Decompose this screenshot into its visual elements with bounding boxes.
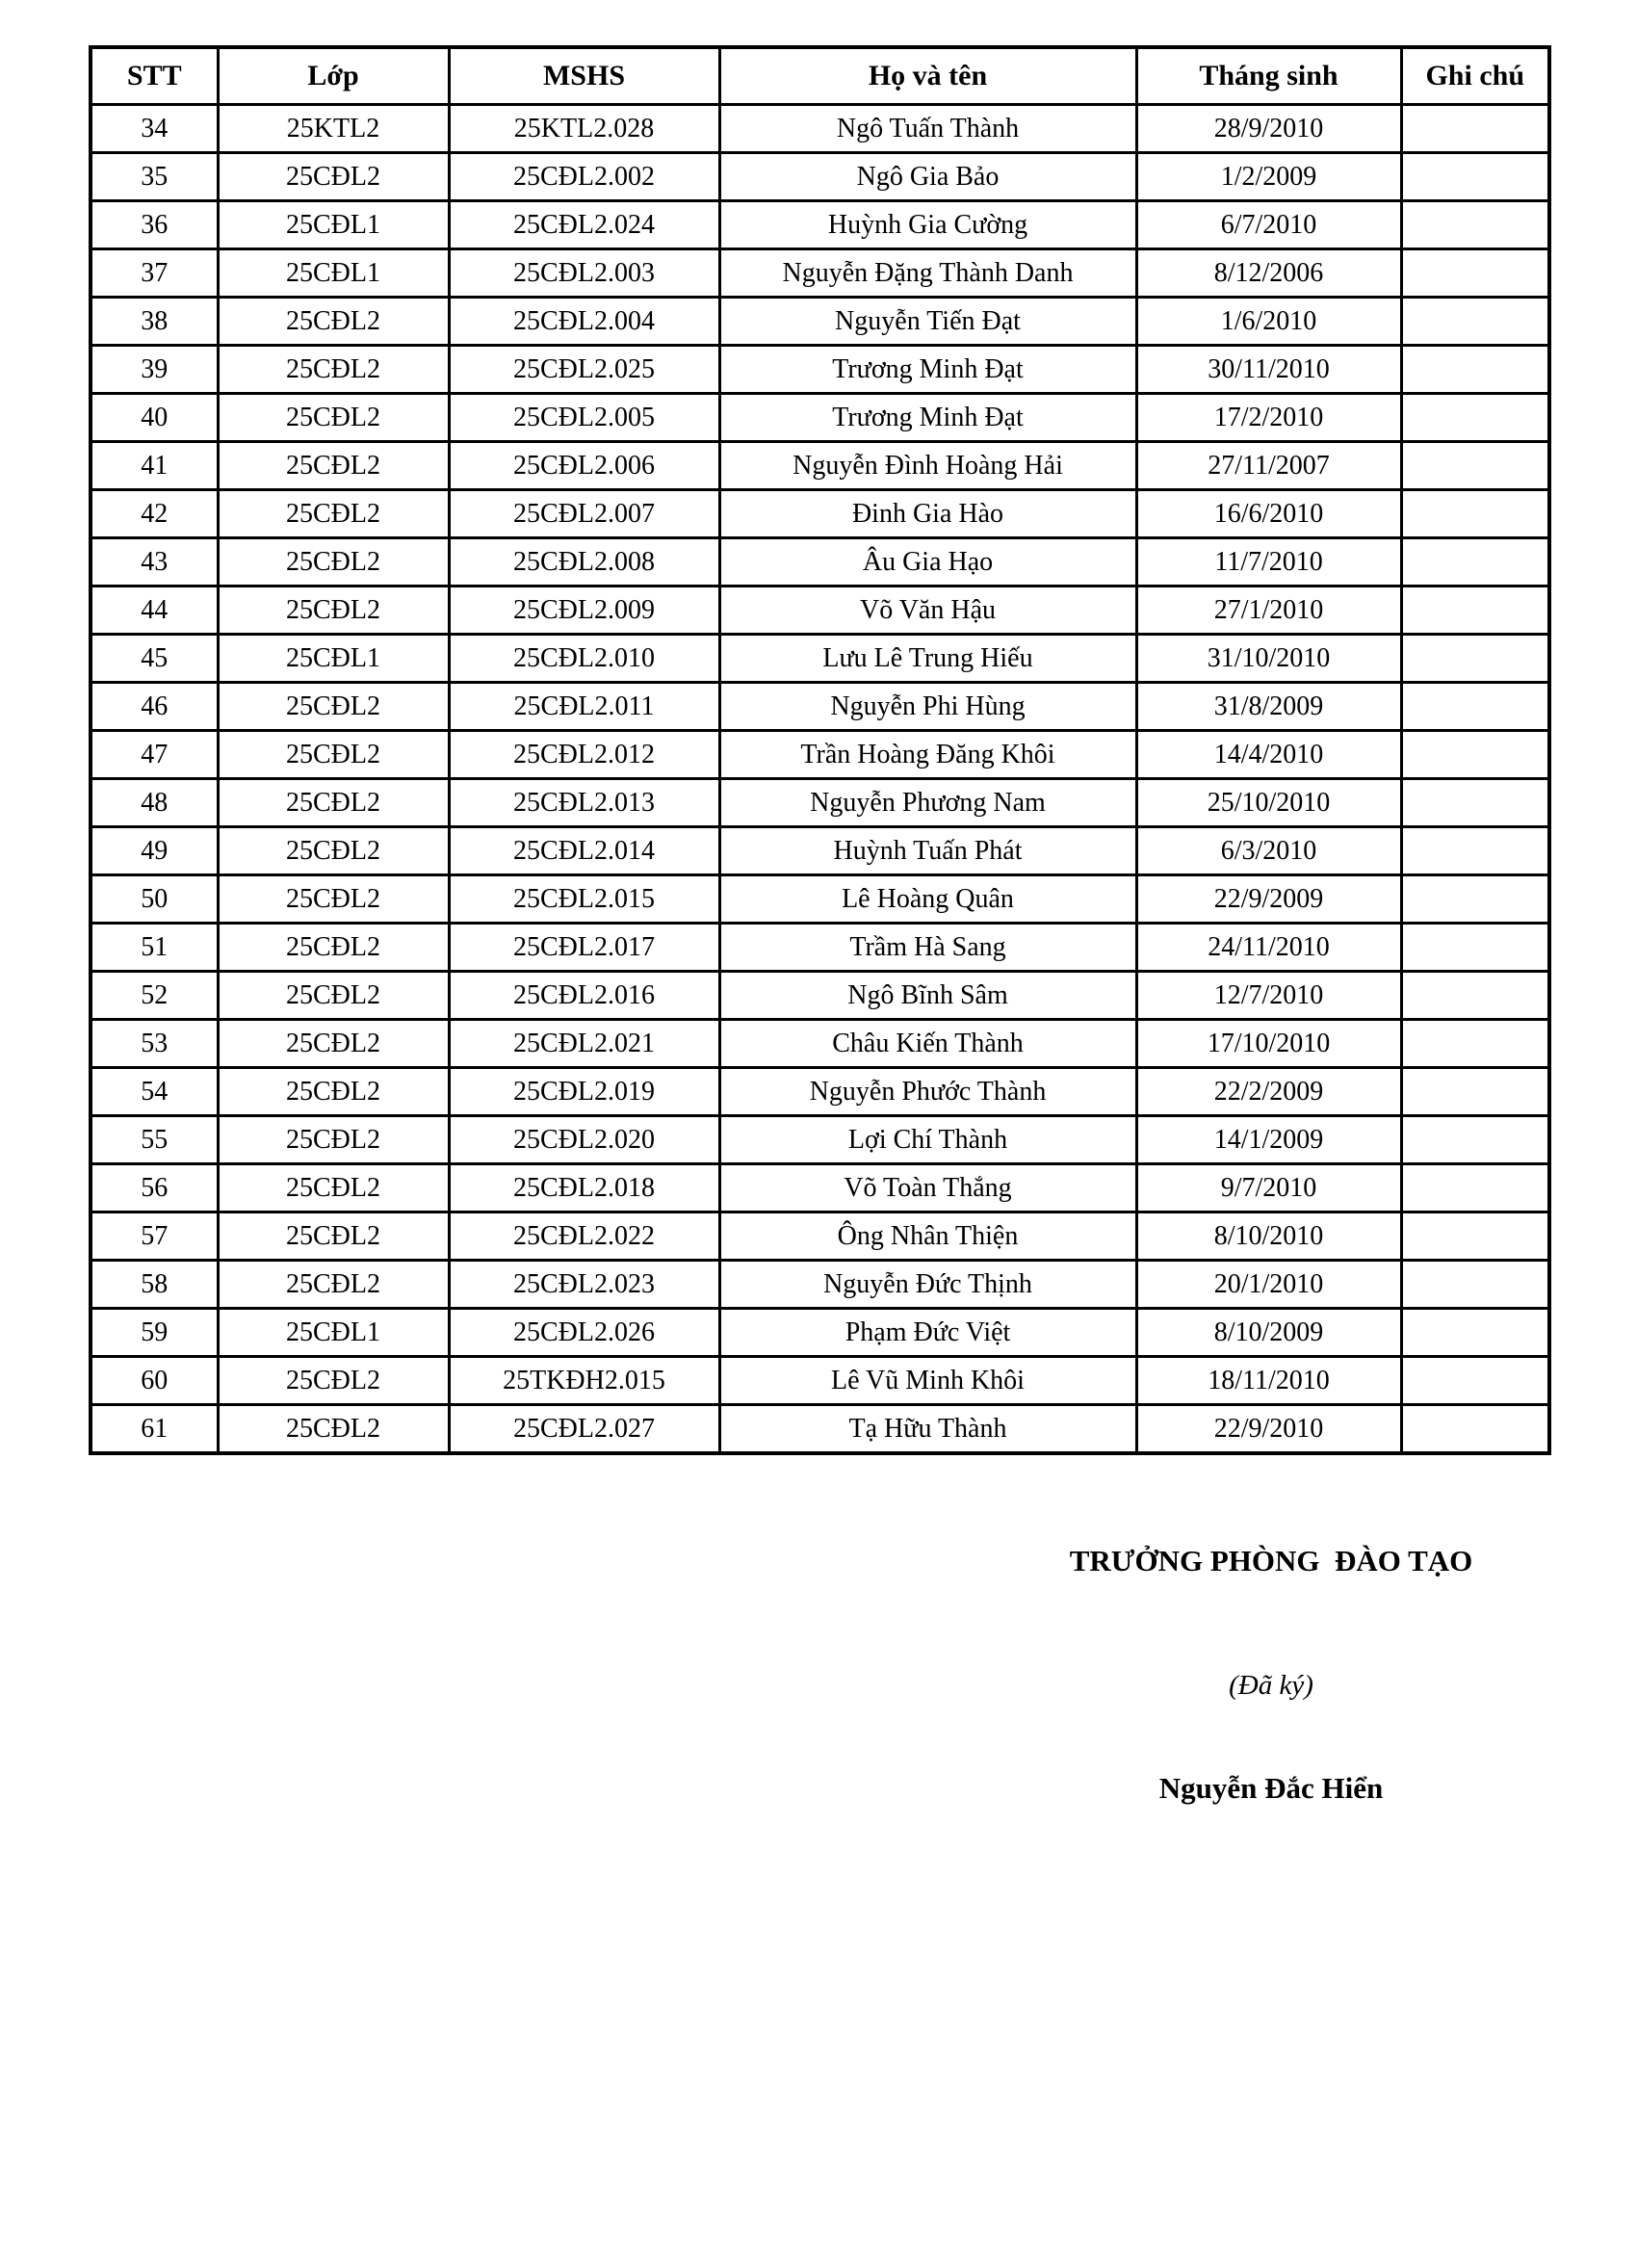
cell-birth: 28/9/2010 [1136,105,1401,153]
cell-stt: 43 [91,538,218,587]
cell-stt: 46 [91,683,218,731]
cell-name: Huỳnh Gia Cường [719,201,1136,249]
cell-mshs: 25CĐL2.007 [449,490,719,538]
cell-name: Trần Hoàng Đăng Khôi [719,731,1136,779]
cell-stt: 51 [91,924,218,972]
signature-title: TRƯỞNG PHÒNG ĐÀO TẠO [1069,1544,1473,1577]
signature-name: Nguyễn Đắc Hiển [1158,1771,1384,1805]
cell-mshs: 25CĐL2.024 [449,201,719,249]
cell-mshs: 25CĐL2.011 [449,683,719,731]
cell-lop: 25KTL2 [218,105,449,153]
cell-note [1401,972,1549,1020]
table-row [91,635,1549,683]
cell-stt: 34 [91,105,218,153]
cell-birth: 25/10/2010 [1136,779,1401,827]
cell-birth: 9/7/2010 [1136,1164,1401,1212]
cell-note [1401,587,1549,635]
table-row [91,105,1549,153]
cell-stt: 57 [91,1212,218,1261]
cell-name: Võ Toàn Thắng [719,1164,1136,1212]
cell-name: Nguyễn Phương Nam [719,779,1136,827]
cell-birth: 6/7/2010 [1136,201,1401,249]
cell-birth: 12/7/2010 [1136,972,1401,1020]
cell-lop: 25CĐL2 [218,298,449,346]
cell-lop: 25CĐL2 [218,1405,449,1454]
cell-note [1401,1068,1549,1116]
cell-name: Tạ Hữu Thành [719,1405,1136,1454]
table-row [91,1309,1549,1357]
cell-stt: 42 [91,490,218,538]
table-row [91,490,1549,538]
cell-name: Lê Vũ Minh Khôi [719,1357,1136,1405]
cell-lop: 25CĐL2 [218,587,449,635]
cell-name: Nguyễn Tiến Đạt [719,298,1136,346]
cell-lop: 25CĐL2 [218,1164,449,1212]
cell-name: Trầm Hà Sang [719,924,1136,972]
table-row [91,538,1549,587]
cell-lop: 25CĐL2 [218,1068,449,1116]
cell-lop: 25CĐL2 [218,153,449,201]
cell-lop: 25CĐL2 [218,827,449,875]
cell-stt: 37 [91,249,218,298]
cell-birth: 22/9/2010 [1136,1405,1401,1454]
cell-stt: 56 [91,1164,218,1212]
cell-note [1401,731,1549,779]
student-table-body [91,105,1549,1454]
table-row [91,827,1549,875]
cell-birth: 20/1/2010 [1136,1261,1401,1309]
cell-lop: 25CĐL2 [218,924,449,972]
cell-stt: 35 [91,153,218,201]
cell-note [1401,683,1549,731]
table-row [91,153,1549,201]
cell-note [1401,924,1549,972]
table-row [91,1261,1549,1309]
cell-birth: 1/6/2010 [1136,298,1401,346]
cell-note [1401,538,1549,587]
table-row [91,1212,1549,1261]
cell-stt: 60 [91,1357,218,1405]
table-row [91,298,1549,346]
cell-birth: 18/11/2010 [1136,1357,1401,1405]
cell-stt: 45 [91,635,218,683]
cell-note [1401,827,1549,875]
cell-stt: 52 [91,972,218,1020]
cell-lop: 25CĐL2 [218,1261,449,1309]
table-row [91,249,1549,298]
cell-name: Phạm Đức Việt [719,1309,1136,1357]
cell-birth: 1/2/2009 [1136,153,1401,201]
cell-mshs: 25CĐL2.017 [449,924,719,972]
cell-name: Âu Gia Hạo [719,538,1136,587]
header-hovaten: Họ và tên [719,47,1136,105]
cell-name: Lợi Chí Thành [719,1116,1136,1164]
cell-name: Lê Hoàng Quân [719,875,1136,924]
cell-stt: 54 [91,1068,218,1116]
cell-stt: 48 [91,779,218,827]
cell-note [1401,298,1549,346]
student-roster-table [89,45,1551,1455]
cell-lop: 25CĐL2 [218,1357,449,1405]
cell-mshs: 25CĐL2.006 [449,442,719,490]
cell-lop: 25CĐL2 [218,972,449,1020]
cell-birth: 16/6/2010 [1136,490,1401,538]
cell-lop: 25CĐL2 [218,1212,449,1261]
cell-birth: 22/2/2009 [1136,1068,1401,1116]
cell-name: Đinh Gia Hào [719,490,1136,538]
cell-mshs: 25CĐL2.018 [449,1164,719,1212]
cell-note [1401,1116,1549,1164]
cell-name: Ngô Bĩnh Sâm [719,972,1136,1020]
cell-birth: 30/11/2010 [1136,346,1401,394]
cell-birth: 17/10/2010 [1136,1020,1401,1068]
table-row [91,346,1549,394]
cell-stt: 44 [91,587,218,635]
cell-mshs: 25CĐL2.026 [449,1309,719,1357]
cell-mshs: 25CĐL2.013 [449,779,719,827]
cell-lop: 25CĐL2 [218,1020,449,1068]
cell-name: Ông Nhân Thiện [719,1212,1136,1261]
cell-stt: 49 [91,827,218,875]
table-row [91,1116,1549,1164]
cell-lop: 25CĐL2 [218,779,449,827]
table-row [91,587,1549,635]
cell-stt: 39 [91,346,218,394]
cell-lop: 25CĐL2 [218,683,449,731]
cell-name: Nguyễn Đức Thịnh [719,1261,1136,1309]
table-row [91,924,1549,972]
table-row [91,1068,1549,1116]
cell-stt: 53 [91,1020,218,1068]
cell-birth: 24/11/2010 [1136,924,1401,972]
cell-stt: 50 [91,875,218,924]
cell-birth: 31/10/2010 [1136,635,1401,683]
cell-mshs: 25CĐL2.020 [449,1116,719,1164]
cell-note [1401,249,1549,298]
cell-stt: 40 [91,394,218,442]
table-row [91,1405,1549,1454]
cell-mshs: 25CĐL2.025 [449,346,719,394]
cell-lop: 25CĐL2 [218,731,449,779]
cell-mshs: 25CĐL2.021 [449,1020,719,1068]
cell-note [1401,875,1549,924]
cell-birth: 17/2/2010 [1136,394,1401,442]
cell-stt: 47 [91,731,218,779]
cell-mshs: 25CĐL2.015 [449,875,719,924]
header-stt: STT [91,47,218,105]
table-row [91,201,1549,249]
cell-note [1401,1212,1549,1261]
signature-signed-note: (Đã ký) [1229,1670,1313,1701]
table-row [91,875,1549,924]
cell-stt: 59 [91,1309,218,1357]
cell-name: Ngô Tuấn Thành [719,105,1136,153]
cell-lop: 25CĐL1 [218,635,449,683]
header-thangsinh: Tháng sinh [1136,47,1401,105]
cell-note [1401,201,1549,249]
cell-lop: 25CĐL2 [218,346,449,394]
header-lop: Lớp [218,47,449,105]
cell-mshs: 25CĐL2.003 [449,249,719,298]
cell-mshs: 25CĐL2.027 [449,1405,719,1454]
cell-birth: 31/8/2009 [1136,683,1401,731]
cell-mshs: 25TKĐH2.015 [449,1357,719,1405]
cell-mshs: 25CĐL2.004 [449,298,719,346]
cell-mshs: 25CĐL2.014 [449,827,719,875]
cell-note [1401,394,1549,442]
cell-birth: 11/7/2010 [1136,538,1401,587]
cell-stt: 41 [91,442,218,490]
cell-note [1401,105,1549,153]
header-row [91,47,1549,105]
cell-name: Châu Kiến Thành [719,1020,1136,1068]
signature-block [992,1544,1550,1806]
cell-mshs: 25CĐL2.023 [449,1261,719,1309]
cell-lop: 25CĐL1 [218,1309,449,1357]
cell-birth: 14/4/2010 [1136,731,1401,779]
cell-lop: 25CĐL2 [218,490,449,538]
cell-name: Nguyễn Phi Hùng [719,683,1136,731]
cell-mshs: 25CĐL2.005 [449,394,719,442]
table-header [91,47,1549,105]
cell-note [1401,1164,1549,1212]
cell-birth: 8/12/2006 [1136,249,1401,298]
cell-name: Trương Minh Đạt [719,394,1136,442]
cell-stt: 36 [91,201,218,249]
cell-lop: 25CĐL2 [218,1116,449,1164]
cell-mshs: 25CĐL2.010 [449,635,719,683]
cell-name: Ngô Gia Bảo [719,153,1136,201]
cell-note [1401,153,1549,201]
cell-note [1401,490,1549,538]
cell-name: Nguyễn Đình Hoàng Hải [719,442,1136,490]
cell-lop: 25CĐL1 [218,249,449,298]
cell-lop: 25CĐL2 [218,394,449,442]
cell-name: Nguyễn Phước Thành [719,1068,1136,1116]
header-ghichu: Ghi chú [1401,47,1549,105]
cell-birth: 8/10/2009 [1136,1309,1401,1357]
cell-mshs: 25CĐL2.008 [449,538,719,587]
cell-lop: 25CĐL2 [218,538,449,587]
table-row [91,442,1549,490]
cell-mshs: 25KTL2.028 [449,105,719,153]
cell-name: Huỳnh Tuấn Phát [719,827,1136,875]
table-row [91,394,1549,442]
cell-mshs: 25CĐL2.019 [449,1068,719,1116]
cell-mshs: 25CĐL2.022 [449,1212,719,1261]
table-row [91,1357,1549,1405]
header-mshs: MSHS [449,47,719,105]
table-row [91,972,1549,1020]
cell-stt: 55 [91,1116,218,1164]
cell-lop: 25CĐL1 [218,201,449,249]
cell-note [1401,1020,1549,1068]
cell-birth: 27/1/2010 [1136,587,1401,635]
cell-note [1401,1357,1549,1405]
cell-note [1401,442,1549,490]
cell-name: Nguyễn Đặng Thành Danh [719,249,1136,298]
table-row [91,731,1549,779]
cell-name: Võ Văn Hậu [719,587,1136,635]
cell-note [1401,346,1549,394]
cell-stt: 58 [91,1261,218,1309]
table-row [91,683,1549,731]
cell-birth: 6/3/2010 [1136,827,1401,875]
cell-stt: 61 [91,1405,218,1454]
table-row [91,1164,1549,1212]
cell-mshs: 25CĐL2.016 [449,972,719,1020]
cell-note [1401,779,1549,827]
cell-birth: 22/9/2009 [1136,875,1401,924]
cell-mshs: 25CĐL2.002 [449,153,719,201]
cell-stt: 38 [91,298,218,346]
cell-note [1401,635,1549,683]
cell-name: Lưu Lê Trung Hiếu [719,635,1136,683]
table-row [91,1020,1549,1068]
cell-mshs: 25CĐL2.009 [449,587,719,635]
cell-birth: 27/11/2007 [1136,442,1401,490]
cell-note [1401,1261,1549,1309]
cell-birth: 14/1/2009 [1136,1116,1401,1164]
cell-note [1401,1309,1549,1357]
cell-birth: 8/10/2010 [1136,1212,1401,1261]
cell-lop: 25CĐL2 [218,875,449,924]
cell-name: Trương Minh Đạt [719,346,1136,394]
cell-lop: 25CĐL2 [218,442,449,490]
table-row [91,779,1549,827]
cell-mshs: 25CĐL2.012 [449,731,719,779]
cell-note [1401,1405,1549,1454]
